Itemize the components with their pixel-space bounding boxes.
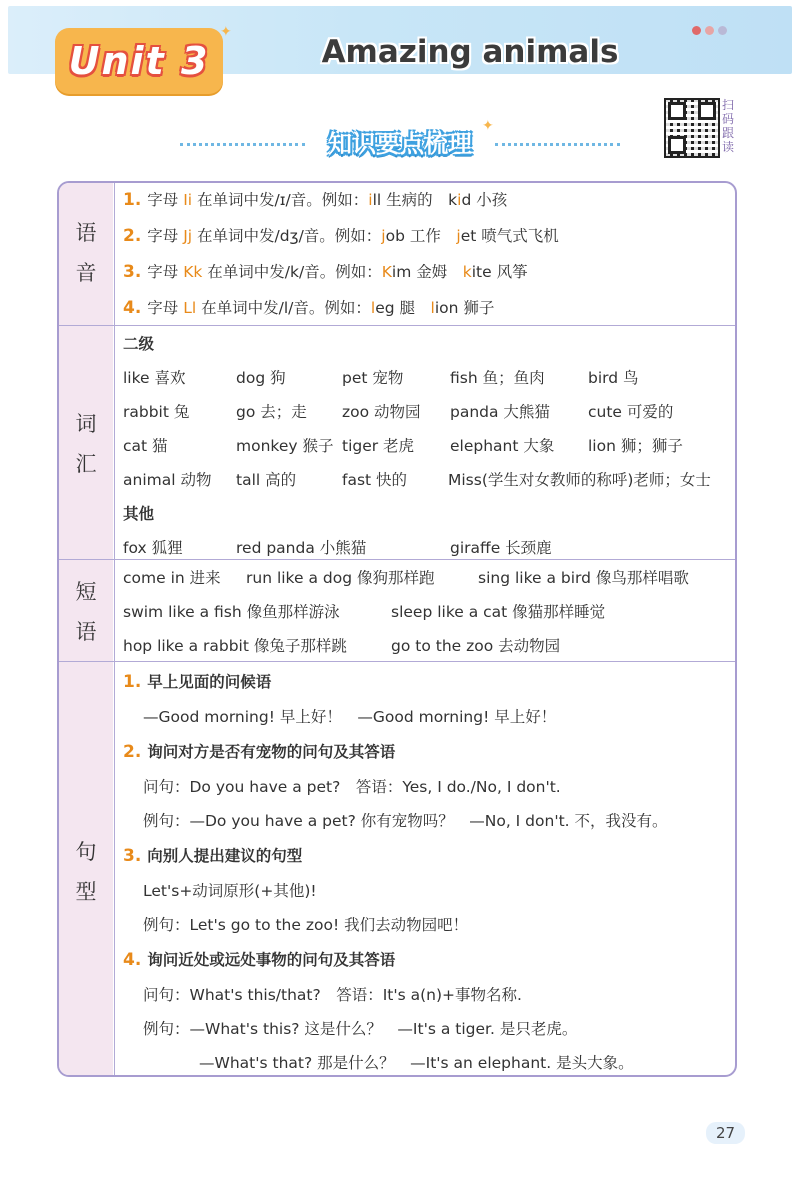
vocab-row: fox 狐狸 red panda 小熊猫 giraffe 长颈鹿 bbox=[123, 539, 552, 557]
summary-table bbox=[57, 181, 737, 1077]
sparkle-icon: ✦ bbox=[220, 24, 232, 40]
phonics-item: 3. 字母 Kk 在单词中发/k/音。例如：Kim 金姆 kite 风筝 bbox=[123, 262, 528, 282]
pattern-line: —What's that? 那是什么？ —It's an elephant. 是头大象。 bbox=[199, 1054, 634, 1072]
unit-badge bbox=[55, 28, 223, 94]
sparkle-icon: ✦ bbox=[482, 118, 494, 134]
pattern-line: 例句：Let's go to the zoo! 我们去动物园吧！ bbox=[143, 916, 469, 934]
decor-dots bbox=[692, 20, 731, 39]
phonics-item: 4. 字母 Ll 在单词中发/l/音。例如：leg 腿 lion 狮子 bbox=[123, 298, 495, 318]
phrases-section bbox=[59, 559, 735, 662]
pattern-heading: 4. 询问近处或远处事物的问句及其答语 bbox=[123, 950, 396, 970]
vocabulary-section bbox=[59, 325, 735, 560]
category-label: 句 型 bbox=[75, 840, 97, 904]
pattern-line: 例句：—Do you have a pet? 你有宠物吗？ —No, I don't. 不，我没有。 bbox=[143, 812, 668, 830]
pattern-line: 问句：What's this/that? 答语：It's a(n)+事物名称. bbox=[143, 986, 522, 1004]
pattern-heading: 1. 早上见面的问候语 bbox=[123, 672, 272, 692]
sentence-patterns-section bbox=[59, 661, 735, 1077]
pattern-line: —Good morning! 早上好！ —Good morning! 早上好！ bbox=[143, 708, 557, 726]
vocab-row: like 喜欢 dog 狗 pet 宠物 fish 鱼；鱼肉 bird 鸟 bbox=[123, 369, 639, 387]
phonics-item: 2. 字母 Jj 在单词中发/dʒ/音。例如：job 工作 jet 喷气式飞机 bbox=[123, 226, 559, 246]
phrase-row: come in 进来 run like a dog 像狗那样跑 sing like a bird 像鸟那样唱歌 bbox=[123, 569, 689, 587]
section-banner bbox=[180, 118, 620, 162]
section-title: 知识要点梳理 bbox=[328, 130, 472, 158]
phonics-item: 1. 字母 Ii 在单词中发/ɪ/音。例如：ill 生病的 kid 小孩 bbox=[123, 190, 508, 210]
page-number: 27 bbox=[706, 1122, 745, 1144]
qr-code-icon[interactable] bbox=[664, 98, 720, 158]
other-heading: 其他 bbox=[123, 505, 155, 523]
pattern-line: 问句：Do you have a pet? 答语：Yes, I do./No, I don't. bbox=[143, 778, 561, 796]
qr-scan-label: 扫 码 跟 读 bbox=[721, 98, 734, 154]
category-label: 短 语 bbox=[75, 580, 97, 644]
category-label: 词 汇 bbox=[75, 412, 97, 476]
vocab-row: rabbit 兔 go 去；走 zoo 动物园 panda 大熊猫 cute 可爱的 bbox=[123, 403, 674, 421]
vocab-row: cat 猫 monkey 猴子 tiger 老虎 elephant 大象 lion 狮；狮子 bbox=[123, 437, 683, 455]
page-title: Amazing animals bbox=[321, 34, 619, 70]
pronunciation-section bbox=[59, 183, 735, 325]
pattern-heading: 2. 询问对方是否有宠物的问句及其答语 bbox=[123, 742, 396, 762]
vocab-row: animal 动物 tall 高的 fast 快的 Miss(学生对女教师的称呼)老师；女士 bbox=[123, 471, 711, 489]
level-heading: 二级 bbox=[123, 335, 155, 353]
pattern-line: Let's+动词原形(+其他)! bbox=[143, 882, 317, 900]
phrase-row: swim like a fish 像鱼那样游泳 sleep like a cat 像猫那样睡觉 bbox=[123, 603, 606, 621]
pattern-line: 例句：—What's this? 这是什么？ —It's a tiger. 是只老虎。 bbox=[143, 1020, 578, 1038]
pattern-heading: 3. 向别人提出建议的句型 bbox=[123, 846, 303, 866]
phrase-row: hop like a rabbit 像兔子那样跳 go to the zoo 去动物园 bbox=[123, 637, 561, 655]
category-label: 语 音 bbox=[75, 221, 97, 285]
unit-label: Unit 3 bbox=[68, 39, 210, 83]
